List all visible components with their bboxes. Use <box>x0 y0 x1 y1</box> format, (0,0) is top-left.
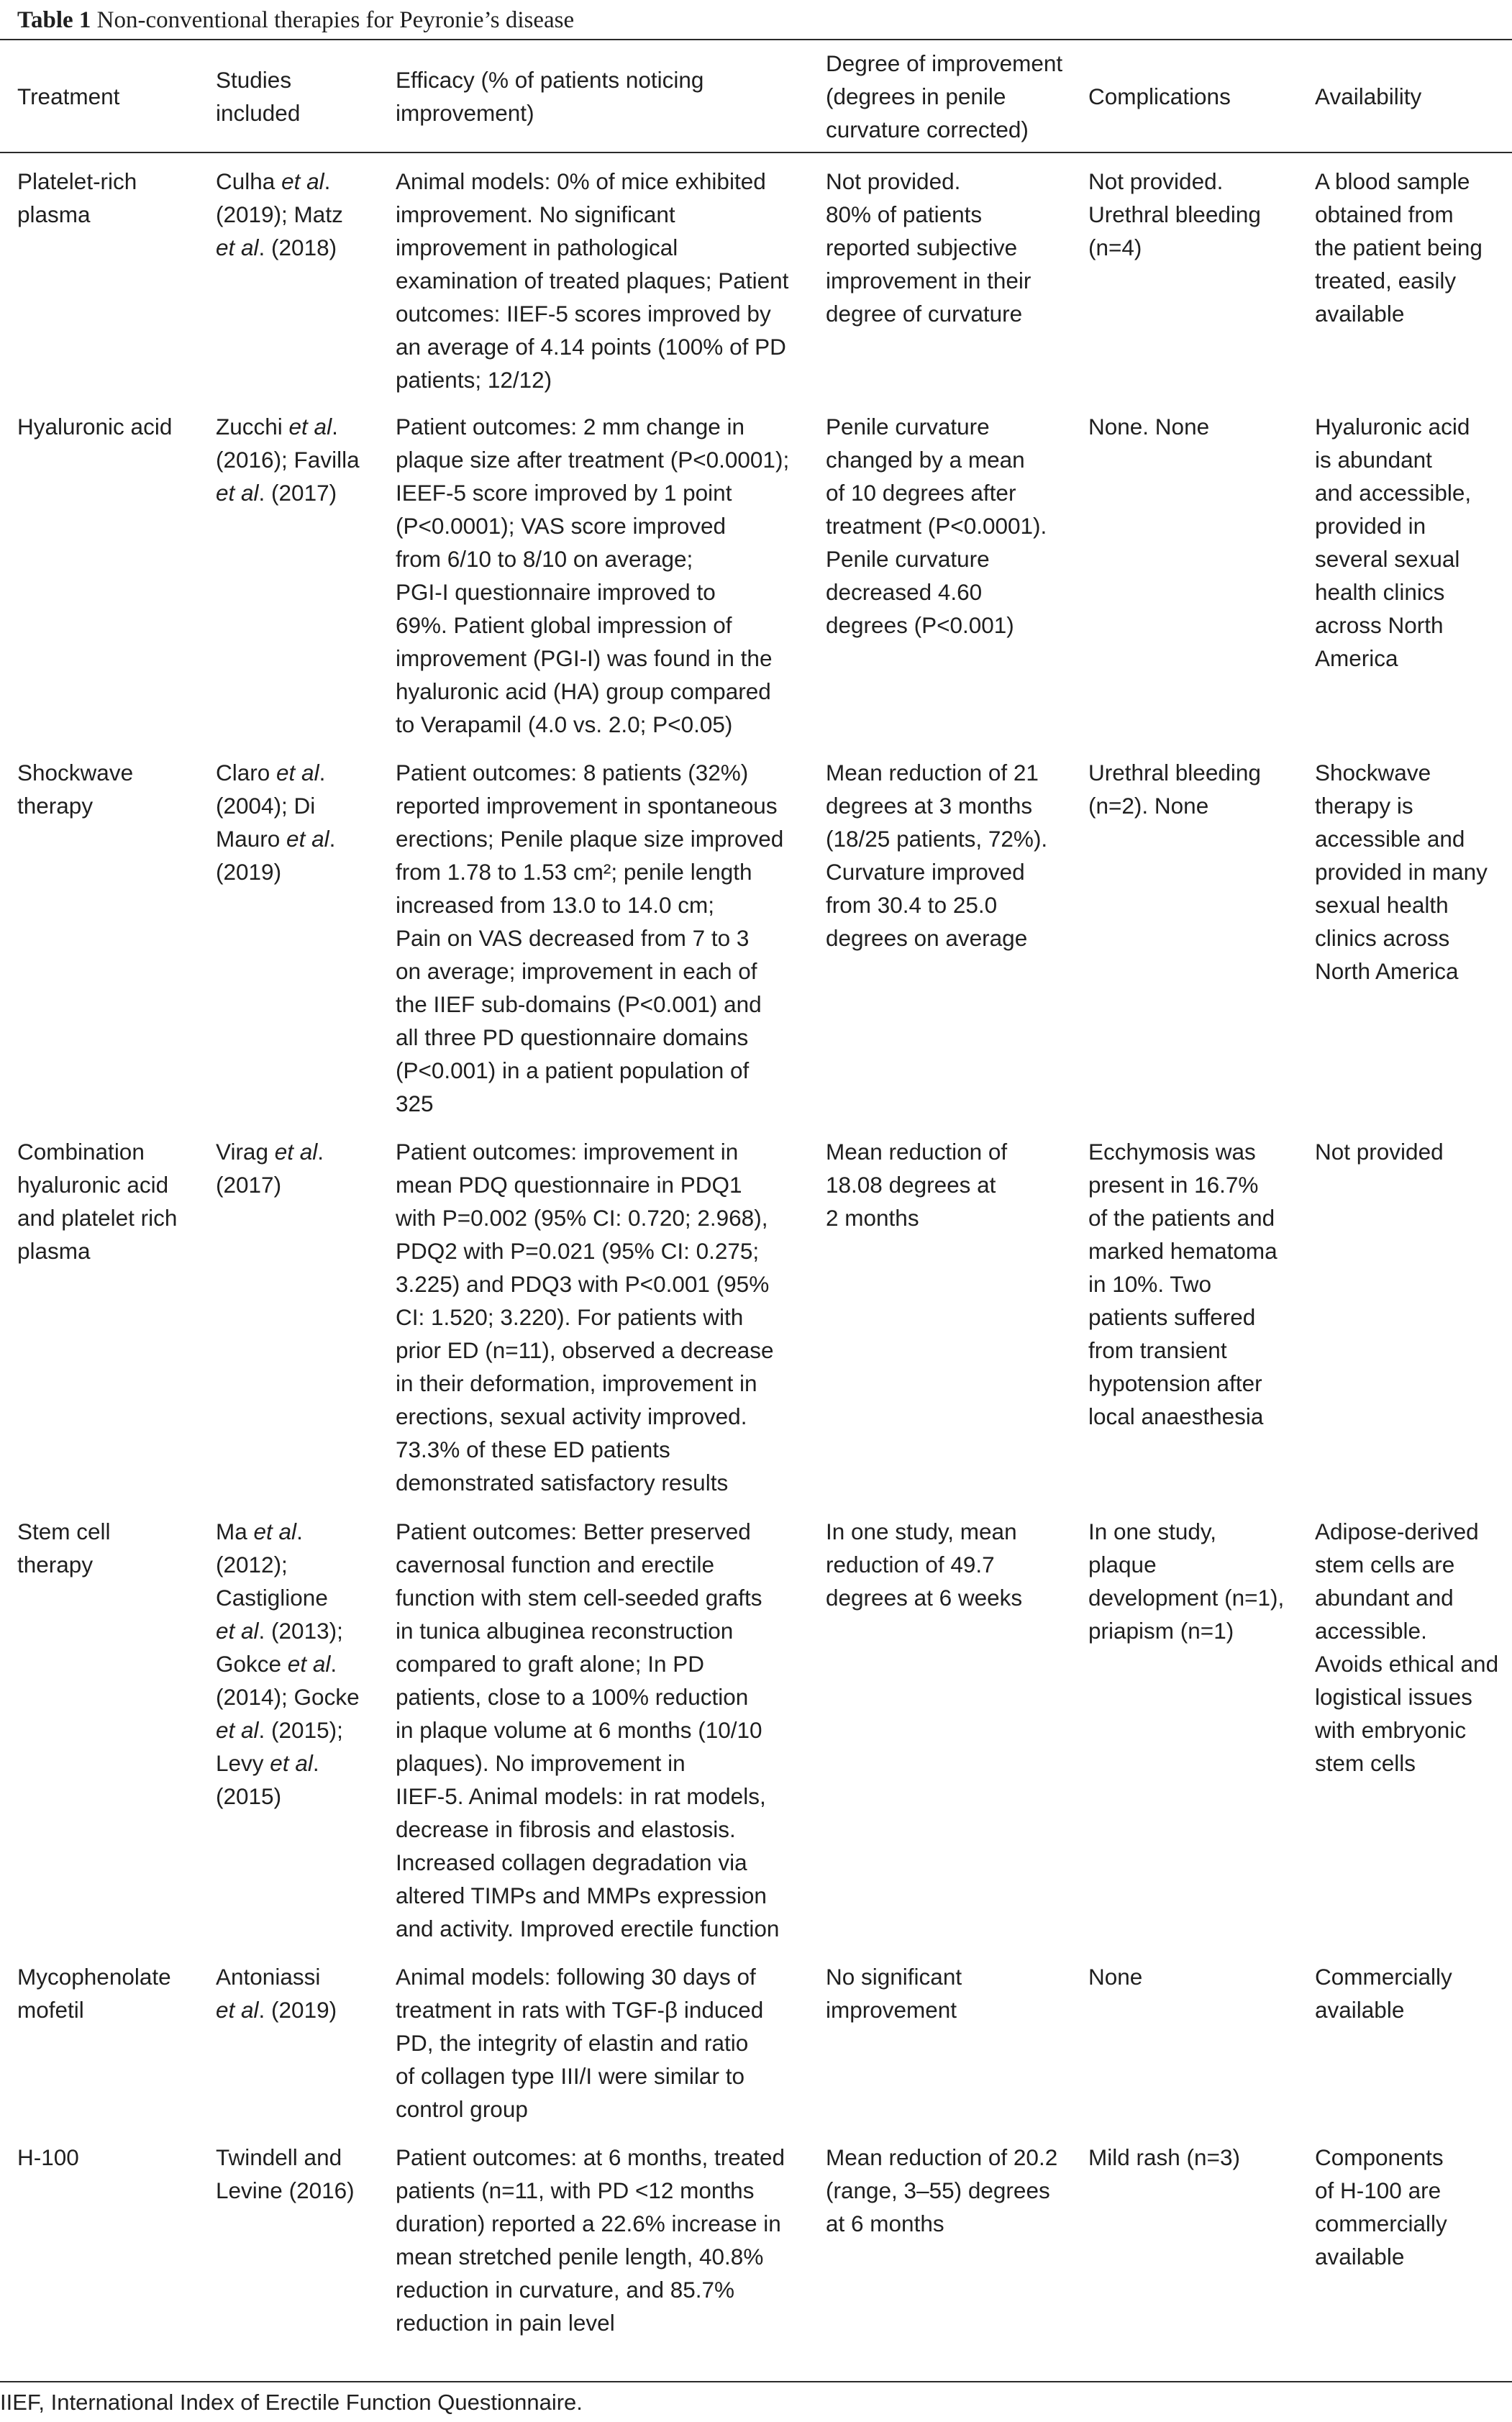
citation-line: Gokce et al. <box>216 1651 337 1677</box>
cell-text: Urethral bleeding (n=2). None <box>1088 760 1261 819</box>
cell-availability <box>1315 2130 1512 2367</box>
cell-degree <box>824 1949 1088 2130</box>
cell-text: Patient outcomes: at 6 months, treated patients (n=11, with PD <12 months duration) reported a 22.6% increase in mean stretched penile length, 40.8% reduction in curvature, and 85.7% reduction in pain level <box>396 2144 785 2336</box>
citation-line: (2017) <box>216 1172 282 1198</box>
cell-text: Not provided. 80% of patients reported subjective improvement in their degree of curvature <box>826 168 1031 327</box>
citation-line: Zucchi et al. <box>216 414 338 440</box>
cell-text: In one study, plaque development (n=1), priapism (n=1) <box>1088 1519 1285 1644</box>
cell-text: Patient outcomes: 2 mm change in plaque size after treatment (P<0.0001); IEEF-5 score improved by 1 point (P<0.0001); VAS score improved from 6/10 to 8/10 on average; PGI-I questionnaire improved to 69%. Patient global impression of improvement (PGI-I) was found in the hyaluronic acid (HA) group compared to Verapamil (4.0 vs. 2.0; P<0.05) <box>396 414 790 737</box>
cell-efficacy <box>391 745 824 1124</box>
cell-degree <box>824 399 1088 745</box>
cell-text: None <box>1088 1964 1143 1990</box>
table-caption <box>17 6 574 35</box>
citation-line: (2016); Favilla <box>216 447 360 473</box>
cell-text: Not provided <box>1315 1139 1444 1165</box>
cell-text: None. None <box>1088 414 1210 440</box>
cell-text: Patient outcomes: 8 patients (32%) reported improvement in spontaneous erections; Penile plaque size improved from 1.78 to 1.53 cm²; penile length increased from 13.0 to 14.0 cm; Pain on VAS decreased from 7 to 3 on average; improvement in each of the IIEF sub-domains (P<0.001) and all three PD questionnaire domains (P<0.001) in a patient population of 325 <box>396 760 784 1116</box>
cell-availability <box>1315 1504 1512 1949</box>
cell-studies <box>199 1504 391 1949</box>
citation-line: Antoniassi <box>216 1964 321 1990</box>
cell-degree <box>824 152 1088 399</box>
table-row <box>0 152 1512 399</box>
citation-line: et al. (2015); <box>216 1717 343 1743</box>
citation-line: (2019); Matz <box>216 201 343 227</box>
cell-studies <box>199 152 391 399</box>
cell-treatment <box>0 745 199 1124</box>
header-treatment: Treatment <box>17 83 120 109</box>
cell-availability <box>1315 1124 1512 1504</box>
cell-efficacy <box>391 152 824 399</box>
citation-line: et al. (2018) <box>216 235 337 260</box>
cell-studies <box>199 1124 391 1504</box>
cell-availability <box>1315 1949 1512 2130</box>
cell-text: Patient outcomes: Better preserved cavernosal function and erectile function with stem cell-seeded grafts in tunica albuginea reconstruction compared to graft alone; In PD patients, close to a 100% reduction in plaque volume at 6 months (10/10 plaques). No improvement in IIEF-5. Animal models: in rat models, decrease in fibrosis and elastosis. Increased collagen degradation via altered TIMPs and MMPs expression and activity. Improved erectile function <box>396 1519 780 1941</box>
therapies-table <box>0 40 1512 2367</box>
cell-complications <box>1088 1124 1315 1504</box>
citation-line: (2019) <box>216 859 282 885</box>
table-caption-label: Table 1 <box>17 7 91 33</box>
cell-efficacy <box>391 2130 824 2367</box>
header-studies: Studies included <box>216 66 301 126</box>
table-row <box>0 2130 1512 2367</box>
cell-treatment <box>0 1504 199 1949</box>
cell-text: Not provided. Urethral bleeding (n=4) <box>1088 168 1261 260</box>
table-footnote: IIEF, International Index of Erectile Function Questionnaire. <box>0 2390 583 2415</box>
cell-efficacy <box>391 1949 824 2130</box>
cell-text: Platelet-rich plasma <box>17 168 137 227</box>
cell-text: Mycophenolate mofetil <box>17 1964 171 2023</box>
cell-studies <box>199 2130 391 2367</box>
cell-studies <box>199 745 391 1124</box>
cell-text: Ecchymosis was present in 16.7% of the patients and marked hematoma in 10%. Two patients suffered from transient hypotension after local anaesthesia <box>1088 1139 1278 1429</box>
citation-line: (2004); Di <box>216 793 316 819</box>
cell-treatment <box>0 152 199 399</box>
table-body <box>0 152 1512 2367</box>
cell-text: Combination hyaluronic acid and platelet rich plasma <box>17 1139 178 1264</box>
cell-text: Shockwave therapy is accessible and provided in many sexual health clinics across North America <box>1315 760 1488 984</box>
cell-text: Stem cell therapy <box>17 1519 111 1578</box>
citation-line: Virag et al. <box>216 1139 324 1165</box>
citation-line: et al. (2019) <box>216 1997 337 2023</box>
cell-text: Mean reduction of 20.2 (range, 3–55) degrees at 6 months <box>826 2144 1058 2236</box>
cell-availability <box>1315 399 1512 745</box>
cell-degree <box>824 1504 1088 1949</box>
cell-efficacy <box>391 1504 824 1949</box>
cell-text: Patient outcomes: improvement in mean PDQ questionnaire in PDQ1 with P=0.002 (95% CI: 0.720; 2.968), PDQ2 with P=0.021 (95% CI: 0.275; 3.225) and PDQ3 with P<0.001 (95% CI: 1.520; 3.220). For patients with prior ED (n=11), observed a decrease in their deformation, improvement in erections, sexual activity improved. 73.3% of these ED patients demonstrated satisfactory results <box>396 1139 774 1495</box>
cell-degree <box>824 1124 1088 1504</box>
citation-line: Castiglione <box>216 1585 328 1611</box>
cell-text: Mean reduction of 21 degrees at 3 months (18/25 patients, 72%). Curvature improved from 30.4 to 25.0 degrees on average <box>826 760 1048 951</box>
cell-studies <box>199 399 391 745</box>
table-row <box>0 745 1512 1124</box>
citation-line: Levine (2016) <box>216 2177 355 2203</box>
cell-complications <box>1088 1949 1315 2130</box>
cell-treatment <box>0 399 199 745</box>
cell-text: Animal models: 0% of mice exhibited improvement. No significant improvement in pathological examination of treated plaques; Patient outcomes: IIEF-5 scores improved by an average of 4.14 points (100% of PD patients; 12/12) <box>396 168 789 393</box>
citation-line: (2015) <box>216 1783 282 1809</box>
cell-treatment <box>0 2130 199 2367</box>
citation-line: Mauro et al. <box>216 826 336 852</box>
table-row <box>0 1504 1512 1949</box>
header-availability: Availability <box>1315 83 1422 109</box>
citation-line: Culha et al. <box>216 168 331 194</box>
cell-complications <box>1088 152 1315 399</box>
cell-text: A blood sample obtained from the patient being treated, easily available <box>1315 168 1483 327</box>
table-row <box>0 1124 1512 1504</box>
header-efficacy: Efficacy (% of patients noticing improvement) <box>396 66 704 126</box>
cell-treatment <box>0 1949 199 2130</box>
cell-availability <box>1315 745 1512 1124</box>
cell-text: Shockwave therapy <box>17 760 134 819</box>
citation-line: (2012); <box>216 1552 288 1578</box>
cell-treatment <box>0 1124 199 1504</box>
cell-text: In one study, mean reduction of 49.7 degrees at 6 weeks <box>826 1519 1023 1611</box>
cell-text: Animal models: following 30 days of treatment in rats with TGF-β induced PD, the integrity of elastin and ratio of collagen type III/I were similar to control group <box>396 1964 764 2122</box>
cell-text: Adipose-derived stem cells are abundant and accessible. Avoids ethical and logistical issues with embryonic stem cells <box>1315 1519 1499 1776</box>
table-row <box>0 399 1512 745</box>
cell-text: Components of H-100 are commercially available <box>1315 2144 1447 2270</box>
cell-availability <box>1315 152 1512 399</box>
cell-complications <box>1088 745 1315 1124</box>
cell-complications <box>1088 1504 1315 1949</box>
citation-line: Claro et al. <box>216 760 326 786</box>
cell-complications <box>1088 399 1315 745</box>
table-row <box>0 1949 1512 2130</box>
cell-complications <box>1088 2130 1315 2367</box>
citation-line: Twindell and <box>216 2144 342 2170</box>
cell-degree <box>824 2130 1088 2367</box>
citation-line: et al. (2017) <box>216 480 337 506</box>
cell-text: Mild rash (n=3) <box>1088 2144 1240 2170</box>
cell-efficacy <box>391 1124 824 1504</box>
cell-studies <box>199 1949 391 2130</box>
cell-text: H-100 <box>17 2144 79 2170</box>
cell-text: Mean reduction of 18.08 degrees at 2 months <box>826 1139 1008 1231</box>
header-complications: Complications <box>1088 83 1231 109</box>
citation-line: et al. (2013); <box>216 1618 343 1644</box>
bottom-rule <box>0 2381 1512 2382</box>
cell-text: Hyaluronic acid is abundant and accessible, provided in several sexual health clinics across North America <box>1315 414 1472 671</box>
cell-text: Commercially available <box>1315 1964 1452 2023</box>
citation-line: (2014); Gocke <box>216 1684 360 1710</box>
cell-text: Hyaluronic acid <box>17 414 173 440</box>
header-row <box>0 40 1512 152</box>
header-degree: Degree of improvement (degrees in penile curvature corrected) <box>826 50 1063 142</box>
citation-line: Levy et al. <box>216 1750 319 1776</box>
cell-degree <box>824 745 1088 1124</box>
cell-text: Penile curvature changed by a mean of 10 degrees after treatment (P<0.0001). Penile curvature decreased 4.60 degrees (P<0.001) <box>826 414 1047 638</box>
citation-line: Ma et al. <box>216 1519 303 1544</box>
table-caption-text: Non-conventional therapies for Peyronie’s disease <box>91 7 575 33</box>
cell-text: No significant improvement <box>826 1964 962 2023</box>
cell-efficacy <box>391 399 824 745</box>
